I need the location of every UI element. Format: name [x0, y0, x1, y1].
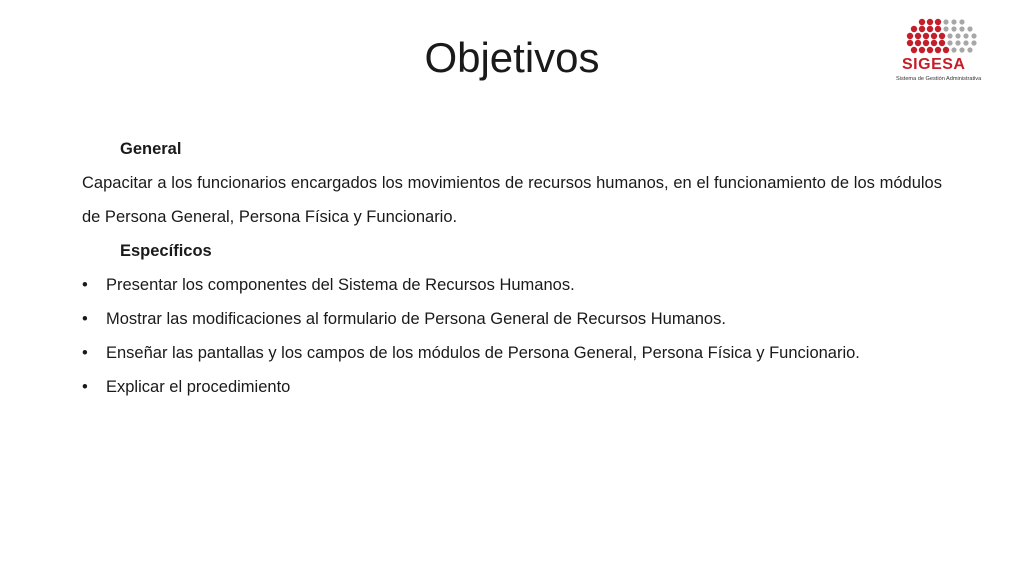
logo-dot	[943, 47, 949, 53]
list-item	[82, 302, 942, 336]
logo-dot	[923, 40, 929, 46]
logo-dot	[927, 26, 933, 32]
logo-dot	[915, 40, 921, 46]
logo-dot	[971, 40, 976, 45]
logo-dot	[943, 26, 948, 31]
bullet-icon: •	[82, 310, 88, 328]
logo-dot	[947, 40, 952, 45]
logo-dot	[919, 26, 925, 32]
logo-wordmark: SIGESA	[902, 56, 966, 73]
list-item-text: Explicar el procedimiento	[106, 378, 291, 396]
logo-dot	[951, 19, 956, 24]
logo-dot	[947, 33, 952, 38]
logo-dot	[959, 19, 964, 24]
logo-dot	[931, 33, 937, 39]
bullet-icon: •	[82, 378, 88, 396]
logo-dot	[923, 33, 929, 39]
logo-dot	[935, 26, 941, 32]
especificos-list	[82, 268, 942, 404]
logo-dot	[951, 47, 956, 52]
logo-dot	[915, 33, 921, 39]
logo-dot	[911, 47, 917, 53]
list-item-text: Presentar los componentes del Sistema de Recursos Humanos.	[106, 276, 575, 294]
logo-dot	[955, 40, 960, 45]
general-paragraph: Capacitar a los funcionarios encargados los movimientos de recursos humanos, en el funcionamiento de los módulos de Persona General, Persona Física y Funcionario.	[82, 174, 942, 226]
logo-dot	[927, 19, 933, 25]
general-heading: General	[120, 140, 182, 158]
sigesa-logo	[892, 16, 990, 88]
logo-dot	[935, 19, 941, 25]
bullet-icon: •	[82, 276, 88, 294]
list-item	[82, 268, 942, 302]
list-item-text: Enseñar las pantallas y los campos de los módulos de Persona General, Persona Física y Funcionario.	[106, 344, 860, 362]
especificos-heading: Específicos	[120, 242, 212, 260]
logo-dot	[951, 26, 956, 31]
logo-dot	[907, 33, 913, 39]
logo-dot	[967, 26, 972, 31]
list-item	[82, 370, 942, 404]
logo-dot	[959, 47, 964, 52]
list-item-text: Mostrar las modificaciones al formulario de Persona General de Recursos Humanos.	[106, 310, 726, 328]
logo-dot	[959, 26, 964, 31]
logo-dot	[919, 19, 925, 25]
logo-dot	[971, 33, 976, 38]
bullet-icon: •	[82, 344, 88, 362]
logo-dot	[939, 33, 945, 39]
logo-dot	[943, 19, 948, 24]
list-item	[82, 336, 942, 370]
logo-dot	[911, 26, 917, 32]
logo-dot	[927, 47, 933, 53]
logo-subtitle: Sistema de Gestión Administrativa	[896, 76, 982, 82]
logo-dot	[963, 33, 968, 38]
slide-title: Objetivos	[424, 34, 600, 81]
logo-dot	[907, 40, 913, 46]
logo-dot	[955, 33, 960, 38]
logo-dot	[963, 40, 968, 45]
slide-body	[82, 132, 942, 404]
logo-dot	[919, 47, 925, 53]
logo-dot	[967, 47, 972, 52]
logo-dot	[931, 40, 937, 46]
logo-dot	[935, 47, 941, 53]
logo-dot	[939, 40, 945, 46]
logo-dot-globe-icon	[892, 16, 990, 58]
